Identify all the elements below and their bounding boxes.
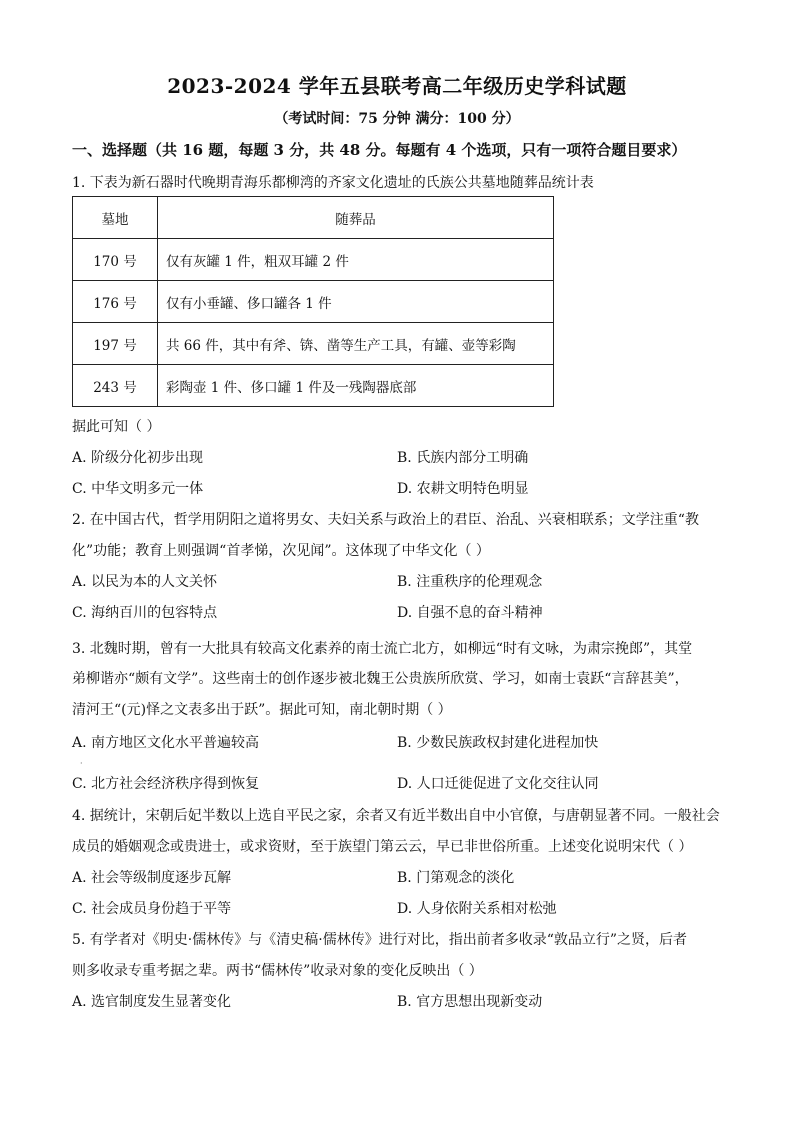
option-b[interactable]: B. 注重秩序的伦理观念 <box>397 574 543 590</box>
stray-dot-mark: · <box>80 759 83 768</box>
table-row <box>73 281 554 323</box>
option-b[interactable]: B. 官方思想出现新变动 <box>397 994 543 1010</box>
question-1-prompt: 据此可知（ ） <box>72 419 161 435</box>
table-cell: 仅有小垂罐、侈口罐各 1 件 <box>158 281 554 323</box>
question-4-line: 成员的婚姻观念或贵进士，或求资财，至于族望门第云云，早已非世俗所重。上述变化说明宋代（ ） <box>72 839 693 855</box>
table-cell: 170 号 <box>73 239 158 281</box>
exam-subtitle: （考试时间：75 分钟 满分：100 分） <box>274 111 520 127</box>
exam-title: 2023-2024 学年五县联考高二年级历史学科试题 <box>167 74 627 98</box>
option-b[interactable]: B. 门第观念的淡化 <box>397 870 515 886</box>
question-2-line: 化”功能；教育上则强调“首孝悌，次见闻”。这体现了中华文化（ ） <box>72 543 490 559</box>
question-3-line: 清河王“(元)怿之文表多出于跃”。据此可知，南北朝时期（ ） <box>72 702 452 718</box>
table-cell: 197 号 <box>73 323 158 365</box>
option-a[interactable]: A. 南方地区文化水平普遍较高 <box>72 735 260 751</box>
table-row <box>73 365 554 407</box>
option-c[interactable]: C. 海纳百川的包容特点 <box>72 605 218 621</box>
question-5-line: 5. 有学者对《明史·儒林传》与《清史稿·儒林传》进行对比，指出前者多收录“敦品立行”之贤，后者 <box>72 932 688 948</box>
grave-goods-table <box>72 196 554 407</box>
table-row <box>73 239 554 281</box>
question-1-stem: 1. 下表为新石器时代晚期青海乐都柳湾的齐家文化遗址的氏族公共墓地随葬品统计表 <box>72 175 594 191</box>
table-header-row <box>73 197 554 239</box>
question-3-line: 3. 北魏时期，曾有一大批具有较高文化素养的南士流亡北方，如柳远“时有文咏，为肃宗挽郎”，其堂 <box>72 641 693 657</box>
table-header-cell: 墓地 <box>73 197 158 239</box>
option-d[interactable]: D. 农耕文明特色明显 <box>397 481 529 497</box>
table-cell: 共 66 件，其中有斧、锛、凿等生产工具，有罐、壶等彩陶 <box>158 323 554 365</box>
question-4-line: 4. 据统计，宋朝后妃半数以上选自平民之家，余者又有近半数出自中小官僚，与唐朝显著不同。一般社会 <box>72 808 720 824</box>
question-5-line: 则多收录专重考据之辈。两书“儒林传”收录对象的变化反映出（ ） <box>72 963 483 979</box>
question-2-line: 2. 在中国古代，哲学用阴阳之道将男女、夫妇关系与政治上的君臣、治乱、兴衰相联系；文学注重“教 <box>72 512 699 528</box>
option-c[interactable]: C. 社会成员身份趋于平等 <box>72 901 232 917</box>
table-cell: 176 号 <box>73 281 158 323</box>
option-a[interactable]: A. 以民为本的人文关怀 <box>72 574 218 590</box>
option-d[interactable]: D. 人口迁徙促进了文化交往认同 <box>397 776 599 792</box>
option-b[interactable]: B. 少数民族政权封建化进程加快 <box>397 735 599 751</box>
table-cell: 243 号 <box>73 365 158 407</box>
option-a[interactable]: A. 阶级分化初步出现 <box>72 450 204 466</box>
option-c[interactable]: C. 中华文明多元一体 <box>72 481 204 497</box>
question-3-line: 弟柳谐亦“颇有文学”。这些南士的创作逐步被北魏王公贵族所欣赏、学习，如南士袁跃“言辞甚美”， <box>72 671 689 687</box>
option-c[interactable]: C. 北方社会经济秩序得到恢复 <box>72 776 260 792</box>
section-heading: 一、选择题（共 16 题，每题 3 分，共 48 分。每题有 4 个选项，只有一项符合题目要求） <box>72 141 687 159</box>
option-d[interactable]: D. 自强不息的奋斗精神 <box>397 605 543 621</box>
table-cell: 仅有灰罐 1 件，粗双耳罐 2 件 <box>158 239 554 281</box>
option-a[interactable]: A. 社会等级制度逐步瓦解 <box>72 870 232 886</box>
table-row <box>73 323 554 365</box>
option-b[interactable]: B. 氏族内部分工明确 <box>397 450 529 466</box>
table-cell: 彩陶壶 1 件、侈口罐 1 件及一残陶器底部 <box>158 365 554 407</box>
option-d[interactable]: D. 人身依附关系相对松弛 <box>397 901 557 917</box>
option-a[interactable]: A. 选官制度发生显著变化 <box>72 994 232 1010</box>
table-header-cell: 随葬品 <box>158 197 554 239</box>
